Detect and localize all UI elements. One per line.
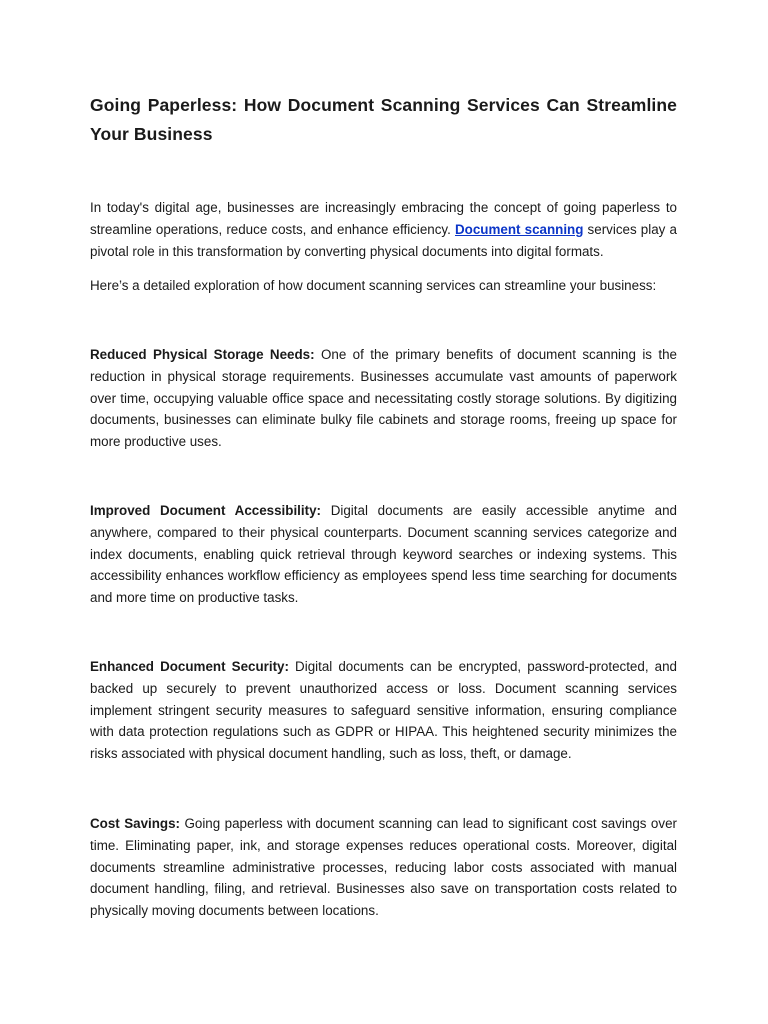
section-body: One of the primary benefits of document scanning is the reduction in physical storage requirements. Businesses accumulate vast amounts of paperwork over time, occupying valuable office space and necessitating costly storage solutions. By digitizing documents, businesses can eliminate bulky file cabinets and storage rooms, freeing up space for more productive uses. [90,347,677,450]
section-body: Digital documents can be encrypted, password-protected, and backed up securely to prevent unauthorized access or loss. Document scanning services implement stringent security measures to safeguard sensitive information, ensuring compliance with data protection regulations such as GDPR or HIPAA. This heightened security minimizes the risks associated with physical document handling, such as loss, theft, or damage. [90,659,677,762]
section-security [90,656,677,765]
intro-text-after-link: services play a pivotal role in this transformation by converting physical documents into digital formats. [90,221,677,259]
section-body: Digital documents are easily accessible anytime and anywhere, compared to their physical counterparts. Document scanning services categorize and index documents, enabling quick retrieval through keyword searches or indexing systems. This accessibility enhances workflow efficiency as employees spend less time searching for documents and more time on productive tasks. [90,503,677,606]
section-body: Going paperless with document scanning can lead to significant cost savings over time. Eliminating paper, ink, and storage expenses reduces operational costs. Moreover, digital documents streamline administrative processes, reducing labor costs associated with manual document handling, filing, and retrieval. Businesses also save on transportation costs related to physically moving documents between locations. [90,816,677,919]
document-title: Going Paperless: How Document Scanning Services Can Streamline Your Business [90,95,677,144]
document-scanning-link[interactable]: Document scanning [455,221,584,237]
intro-text-before-link: In today's digital age, businesses are increasingly embracing the concept of going paperless to streamline operations, reduce costs, and enhance efficiency. [90,200,677,237]
section-accessibility [90,500,677,609]
section-heading: Enhanced Document Security: [90,659,289,674]
section-storage [90,344,677,453]
section-heading: Improved Document Accessibility: [90,503,321,518]
section-heading: Cost Savings: [90,816,181,831]
intro-paragraph [90,197,677,262]
section-heading: Reduced Physical Storage Needs: [90,347,315,362]
section-cost-savings [90,813,677,922]
exploration-paragraph: Here’s a detailed exploration of how document scanning services can streamline your business: [90,278,657,293]
